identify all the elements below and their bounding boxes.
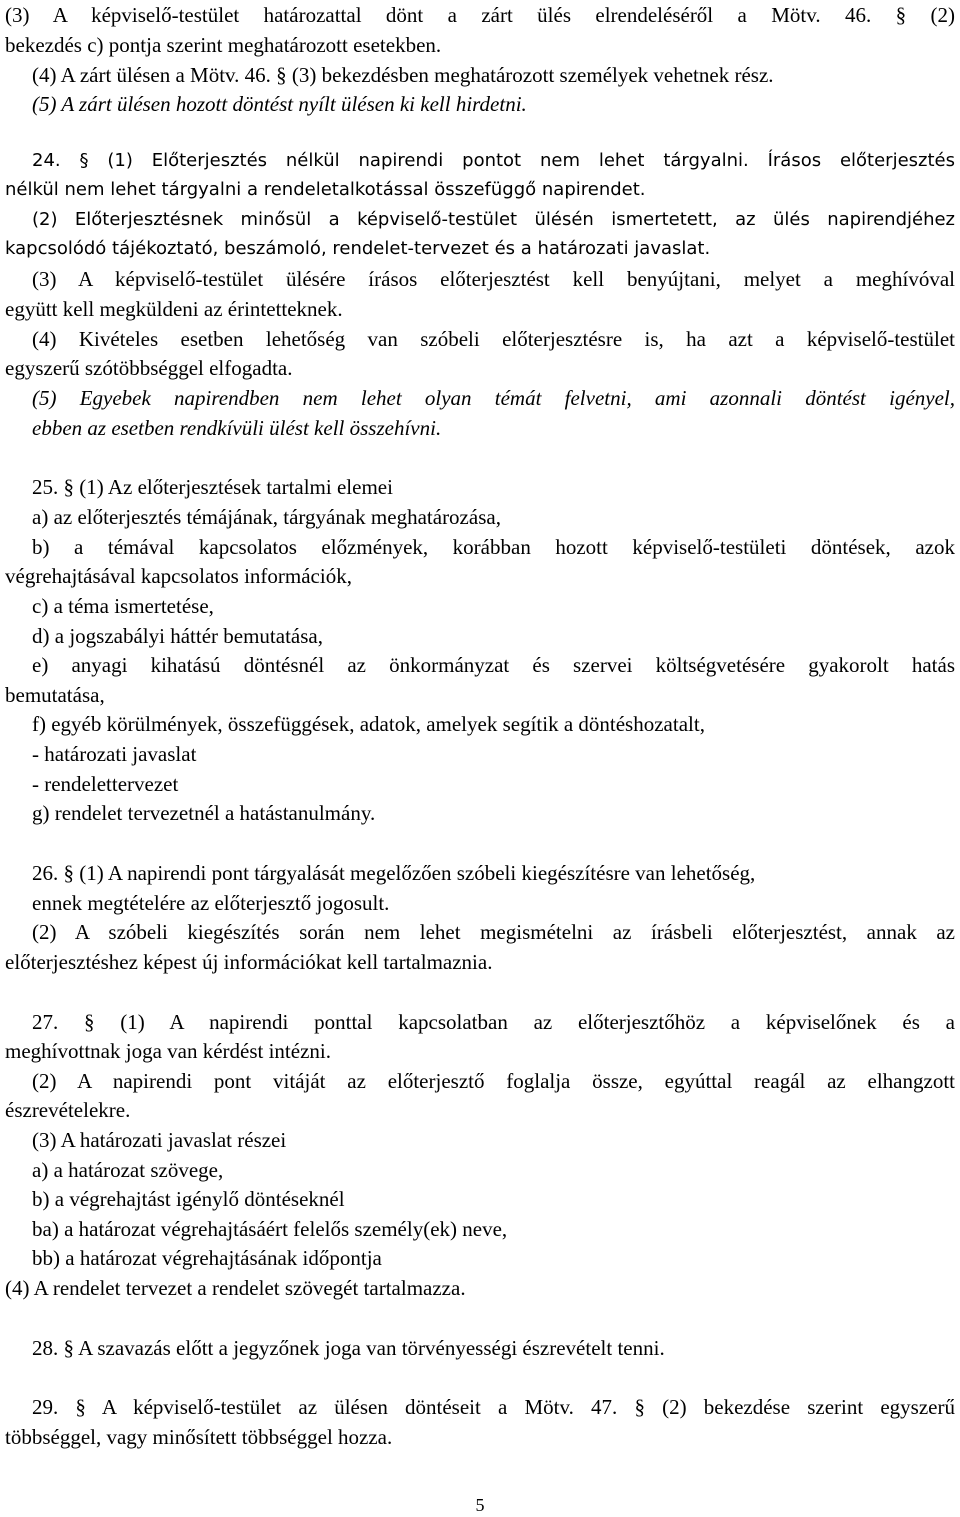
text-line: d) a jogszabályi háttér bemutatása, [32,624,323,648]
text-line: többséggel, vagy minősített többséggel hozza. [5,1425,393,1449]
text-line: 29. § A képviselő-testület az ülésen döntéseit a Mötv. 47. § (2) bekezdése szerint egyszerű [32,1395,955,1419]
text-line: ba) a határozat végrehajtásáért felelős személy(ek) neve, [32,1217,508,1241]
text-line: (2) A szóbeli kiegészítés során nem lehet megismételni az írásbeli előterjesztést, annak az [32,920,955,944]
text-line: 27. § (1) A napirendi ponttal kapcsolatban az előterjesztőhöz a képviselőnek és a [32,1010,955,1034]
text-line: b) a végrehajtást igénylő döntéseknél [32,1187,345,1211]
text-line: előterjesztéshez képest új információkat kell tartalmaznia. [5,950,493,974]
text-line: kapcsolódó tájékoztató, beszámoló, rendelet-tervezet és a határozati javaslat. [5,238,711,259]
text-line: (2) Előterjesztésnek minősül a képviselő-testület ülésén ismertetett, az ülés napirendjéhez [32,209,955,230]
text-line: ennek megtételére az előterjesztő jogosult. [32,891,390,915]
text-line: (4) A zárt ülésen a Mötv. 46. § (3) bekezdésben meghatározott személyek vehetnek rész. [32,63,774,87]
text-line: (3) A határozati javaslat részei [32,1128,287,1152]
text-line: a) az előterjesztés témájának, tárgyának meghatározása, [32,505,501,529]
text-line: (4) Kivételes esetben lehetőség van szóbeli előterjesztésre is, ha azt a képviselő-testület [32,327,955,351]
text-line: 24. § (1) Előterjesztés nélkül napirendi pontot nem lehet tárgyalni. Írásos előterjesztés [32,150,955,171]
page-number: 5 [475,1495,485,1515]
text-line: 28. § A szavazás előtt a jegyzőnek joga van törvényességi észrevételt tenni. [32,1336,665,1360]
text-line: 26. § (1) A napirendi pont tárgyalását megelőzően szóbeli kiegészítésre van lehetőség, [32,861,756,885]
text-line: a) a határozat szövege, [32,1158,224,1182]
text-line: 25. § (1) Az előterjesztések tartalmi elemei [32,475,393,499]
text-line: f) egyéb körülmények, összefüggések, adatok, amelyek segítik a döntéshozatalt, [32,712,705,736]
text-line: (5) Egyebek napirendben nem lehet olyan témát felvetni, ami azonnali döntést igényel, [32,386,955,410]
text-line: nélkül nem lehet tárgyalni a rendeletalkotással összefüggő napirendet. [5,179,646,200]
text-line: (5) A zárt ülésen hozott döntést nyílt ülésen ki kell hirdetni. [32,92,527,116]
text-line: egyszerű szótöbbséggel elfogadta. [5,356,293,380]
text-line: (2) A napirendi pont vitáját az előterjesztő foglalja össze, egyúttal reagál az elhangzott [32,1069,955,1093]
text-line: bemutatása, [5,683,105,707]
text-line: bb) a határozat végrehajtásának időpontja [32,1246,382,1270]
text-line: - rendelettervezet [32,772,179,796]
text-line: g) rendelet tervezetnél a hatástanulmány. [32,801,376,825]
text-line: b) a témával kapcsolatos előzmények, korábban hozott képviselő-testületi döntések, azok [32,535,955,559]
text-line: ebben az esetben rendkívüli ülést kell összehívni. [32,416,442,440]
text-line: e) anyagi kihatású döntésnél az önkormányzat és szervei költségvetésére gyakorolt hatás [32,653,955,677]
text-line: c) a téma ismertetése, [32,594,214,618]
text-line: meghívottnak joga van kérdést intézni. [5,1039,331,1063]
text-line: (4) A rendelet tervezet a rendelet szövegét tartalmazza. [5,1276,466,1300]
text-line: bekezdés c) pontja szerint meghatározott esetekben. [5,33,442,57]
text-line: végrehajtásával kapcsolatos információk, [5,564,352,588]
text-line: együtt kell megküldeni az érintetteknek. [5,297,343,321]
text-line: észrevételekre. [5,1098,131,1122]
text-line: (3) A képviselő-testület határozattal dönt a zárt ülés elrendeléséről a Mötv. 46. § (2) [5,3,955,27]
text-line: - határozati javaslat [32,742,197,766]
text-line: (3) A képviselő-testület ülésére írásos előterjesztést kell benyújtani, melyet a meghívóval [32,267,955,291]
